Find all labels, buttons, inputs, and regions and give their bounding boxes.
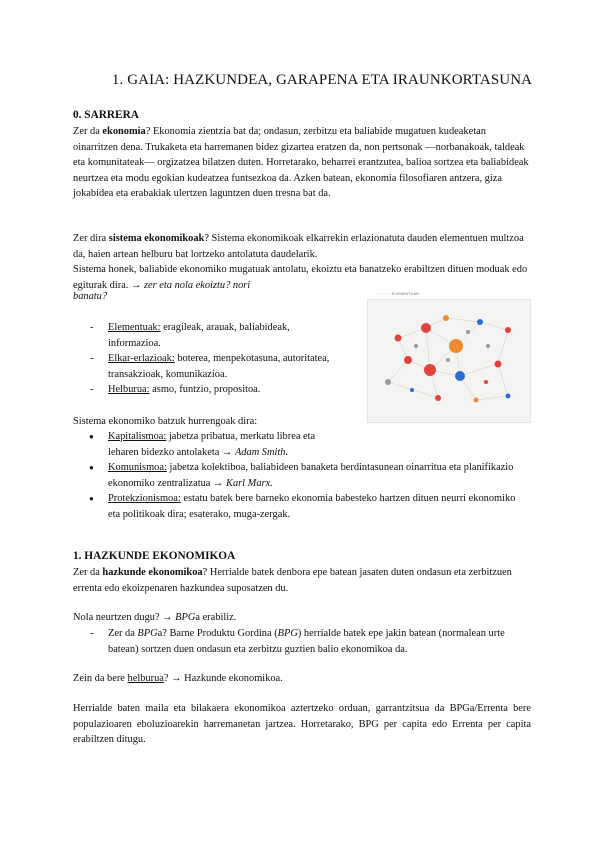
paragraph-hazkunde-ekonomikoa: Zer da hazkunde ekonomikoa? Herrialde batek denbora epe batean jasaten duten ondasun eta zerbitzuen errenta edo ekoizpenaren hazkundea suposatzen du. xyxy=(73,567,512,594)
paragraph-sistema-ekonomikoak: Zer dira sistema ekonomikoak? Sistema ekonomikoak elkarrekin erlazionatuta dauden elementuen multzoa da, haien artean helburu bat lortzeko antolatuta daudelarik. xyxy=(73,233,524,260)
term-hazkunde-ekonomikoa: hazkunde ekonomikoa xyxy=(102,567,203,578)
bpg-definition-list xyxy=(90,626,530,657)
paragraph-systems-intro: Sistema ekonomiko batzuk hurrengoak dira: xyxy=(73,416,258,427)
section-heading-sarrera: 0. SARRERA xyxy=(73,109,139,121)
paragraph-banatu: banatu? xyxy=(73,291,108,302)
list-item-helburua: - Helburua: asmo, funtzio, propositoa. xyxy=(90,382,335,398)
question-zer-eta-nola: zer eta nola ekoiztu? nori xyxy=(143,279,251,291)
page-title: 1. GAIA: HAZKUNDEA, GARAPENA ETA IRAUNKORTASUNA xyxy=(111,72,533,88)
list-item-elementuak: - Elementuak: eragileak, arauak, baliabideak, informazioa. xyxy=(90,320,335,351)
term-ekonomia: ekonomia xyxy=(102,126,146,137)
list-item-protekzionismoa: ● Protekzionismoa: estatu batek bere barneko ekonomia babesteko hartzen dituen neurri ekonomiko eta politikoak dira; esaterako, muga-zergak. xyxy=(90,491,530,522)
paragraph-helburua: Zein da bere helburua? → Hazkunde ekonomikoa. xyxy=(73,673,283,684)
network-diagram-figure xyxy=(367,299,531,423)
network-diagram xyxy=(368,300,530,422)
term-sistema-ekonomikoak: sistema ekonomikoak xyxy=(108,233,205,244)
systems-list xyxy=(90,429,530,523)
paragraph-bpg-per-capita: Herrialde baten maila eta bilakaera ekonomikoa aztertzeko orduan, garrantzitsua da BPGa/Errenta bere populazioaren eboluzioarekin harremanetan jartzea. Horretarako, BPG per capita edo Errenta per capita erabiltzen ditugu. xyxy=(73,703,531,746)
elements-list xyxy=(90,320,335,398)
list-item-elkar-erlazioak: - Elkar-erlazioak: boterea, menpekotasuna, autoritatea, transakzioak, komunikazioa. xyxy=(90,351,335,382)
paragraph-nola-neurtzen: Nola neurtzen dugu? → BPGa erabiliz. xyxy=(73,612,237,623)
network-nodes xyxy=(385,315,511,403)
paragraph-sistema-honek: Sistema honek, baliabide ekonomiko mugatuak antolatu, ekoiztu eta banatzeko erabiltzen dituen moduak edo egiturak dira. → zer eta nola ekoiztu? nori xyxy=(73,264,528,291)
figure-caption: · · · · · · ELEMENTUAK · · · xyxy=(377,291,427,296)
list-item-kapitalismoa: ● Kapitalismoa: jabetza pribatua, merkatu librea eta leharen bidezko antolaketa → Adam Smith. xyxy=(90,429,348,460)
paragraph-ekonomia: Zer da ekonomia? Ekonomia zientzia bat da; ondasun, zerbitzu eta baliabide mugatuen kudeaketan oinarritzen dena. Trukaketa eta harremanen bidez gizartea eratzen da, non pertsonak —norbanakoak, taldeak eta komunitateak— orgizatzea bilatzen duten. Horretarako, beharrei erantzutea, balioa sortzea eta baliabideak neurtzea eta modu egokian kudeatzea funtsezkoa da. Azken batean, ekonomia filosofiaren antzera, giza jokabidea eta erabakiak ulertzen laguntzen duen tresna bat da. xyxy=(73,126,529,200)
list-item-bpg-definition: - Zer da BPGa? Barne Produktu Gordina (BPG) herrialde batek epe jakin batean (normalean urte batean) sortzen duen ondasun eta zerbitzu guztien balio ekonomikoa da. xyxy=(90,626,530,657)
section-heading-hazkunde: 1. HAZKUNDE EKONOMIKOA xyxy=(73,550,236,562)
list-item-komunismoa: ● Komunismoa: jabetza kolektiboa, baliabideen banaketa berdintasunean oinarritua eta planifikazio ekonomiko zentralizatua → Karl Marx. xyxy=(90,460,530,491)
